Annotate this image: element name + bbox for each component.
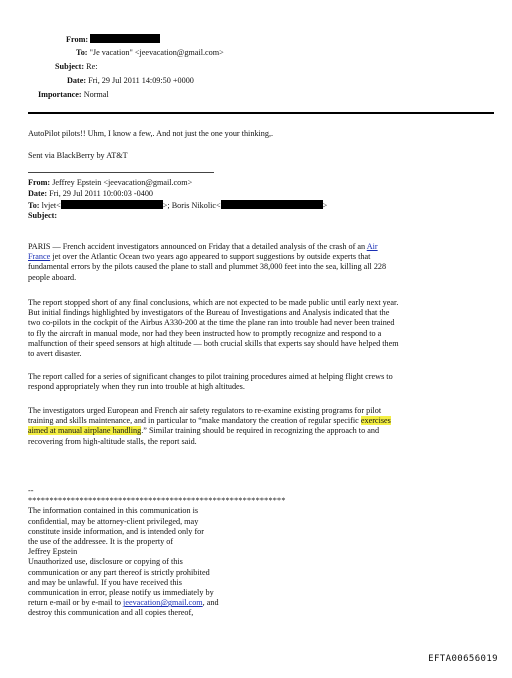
date-value: Fri, 29 Jul 2011 14:09:50 +0000 [88, 76, 194, 85]
fwd-to-label: To: [28, 201, 40, 210]
fwd-from-label: From: [28, 178, 51, 187]
asterisk-separator: ************************************************************ [28, 496, 286, 506]
air-france-link[interactable]: Air [366, 242, 378, 251]
article-paragraph-2: The report stopped short of any final conclusions, which are not expected to be made public until early next year. But initial findings highlighted by investigators of the Bureau of Investigations and Analysis indicated that the two co-pilots in the cockpit of the Airbus A330-200 at the time the plane ran into trouble had never been trained to fly the aircraft in manual mode, nor had they been instructed how to promptly recognize and respond to a malfunction of their speed sensors at high altitude — both crucial skills that experts say should have helped them to avert disaster. [28, 298, 399, 359]
header-importance-row [38, 90, 109, 100]
fwd-to-row [28, 200, 327, 211]
fwd-to-value-b: >; Boris Nikolic< [162, 201, 221, 210]
importance-value: Normal [83, 90, 109, 99]
header-from-row [66, 34, 160, 45]
forward-divider [28, 172, 214, 173]
signature-dashes: -- [28, 486, 34, 495]
from-label: From: [66, 35, 89, 44]
importance-label: Importance: [38, 90, 82, 99]
header-subject-row [55, 62, 98, 72]
fwd-subject-row [28, 211, 57, 221]
sent-via-line: Sent via BlackBerry by AT&T [28, 151, 128, 160]
redaction-box [221, 200, 323, 209]
fwd-from-row [28, 178, 192, 188]
reply-line: AutoPilot pilots!! Uhm, I know a few,. And not just the one your thinking,. [28, 129, 274, 138]
email-link[interactable]: jeevacation@gmail.com [123, 598, 203, 608]
document-id: EFTA00656019 [428, 653, 498, 664]
date-label: Date: [67, 76, 87, 85]
header-divider [28, 112, 494, 114]
to-label: To: [76, 48, 88, 57]
fwd-subject-label: Subject: [28, 211, 58, 220]
article-paragraph-4: The investigators urged European and French air safety regulators to re-examine existing programs for pilot training and skills maintenance, and in particular to “make mandatory the creation of regular specific exercises aimed at manual airplane handling.” Similar training should be required in recognizing the approach to and recovering from high-altitude stalls, the report said. [28, 406, 391, 446]
article-paragraph-1: PARIS — French accident investigators announced on Friday that a detailed analysis of the crash of an Air France jet over the Atlantic Ocean two years ago appeared to support suggestions by outside experts that fundamental errors by the pilots caused the plane to stall and plummet 38,000 feet into the sea, killing all 228 people aboard. [28, 242, 387, 282]
redaction-box [90, 34, 160, 43]
fwd-to-value-a: lvjet< [41, 201, 61, 210]
fwd-from-value: Jeffrey Epstein <jeevacation@gmail.com> [52, 178, 193, 187]
fwd-date-label: Date: [28, 189, 48, 198]
highlighted-text: aimed at manual airplane handling [28, 426, 142, 436]
fwd-to-value-c: > [322, 201, 328, 210]
header-to-row [76, 48, 224, 58]
article-paragraph-3: The report called for a series of significant changes to pilot training procedures aimed at helping flight crews to respond appropriately when they run into trouble at high altitudes. [28, 372, 393, 392]
subject-label: Subject: [55, 62, 85, 71]
redaction-box [61, 200, 163, 209]
subject-value: Re: [86, 62, 98, 71]
highlighted-text: exercises [360, 416, 391, 426]
header-date-row [67, 76, 194, 86]
fwd-date-value: Fri, 29 Jul 2011 10:00:03 -0400 [49, 189, 154, 198]
disclaimer-block: -- ************************************************************ The information contained in this communication is confidential, may be attorney-client privileged, may constitute inside information, and is intended only for the use of the addressee. It is the property of Jeffrey Epstein Unauthorized use, disclosure or copying of this communication or any part thereof is strictly prohibited and may be unlawful. If you have received this communication in error, please notify us immediately by return e-mail or by e-mail to jeevacation@gmail.com, and destroy this communication and all copies thereof, [28, 486, 286, 618]
to-value: "Je vacation" <jeevacation@gmail.com> [89, 48, 224, 57]
air-france-link-cont[interactable]: France [28, 252, 51, 262]
fwd-date-row [28, 189, 153, 199]
